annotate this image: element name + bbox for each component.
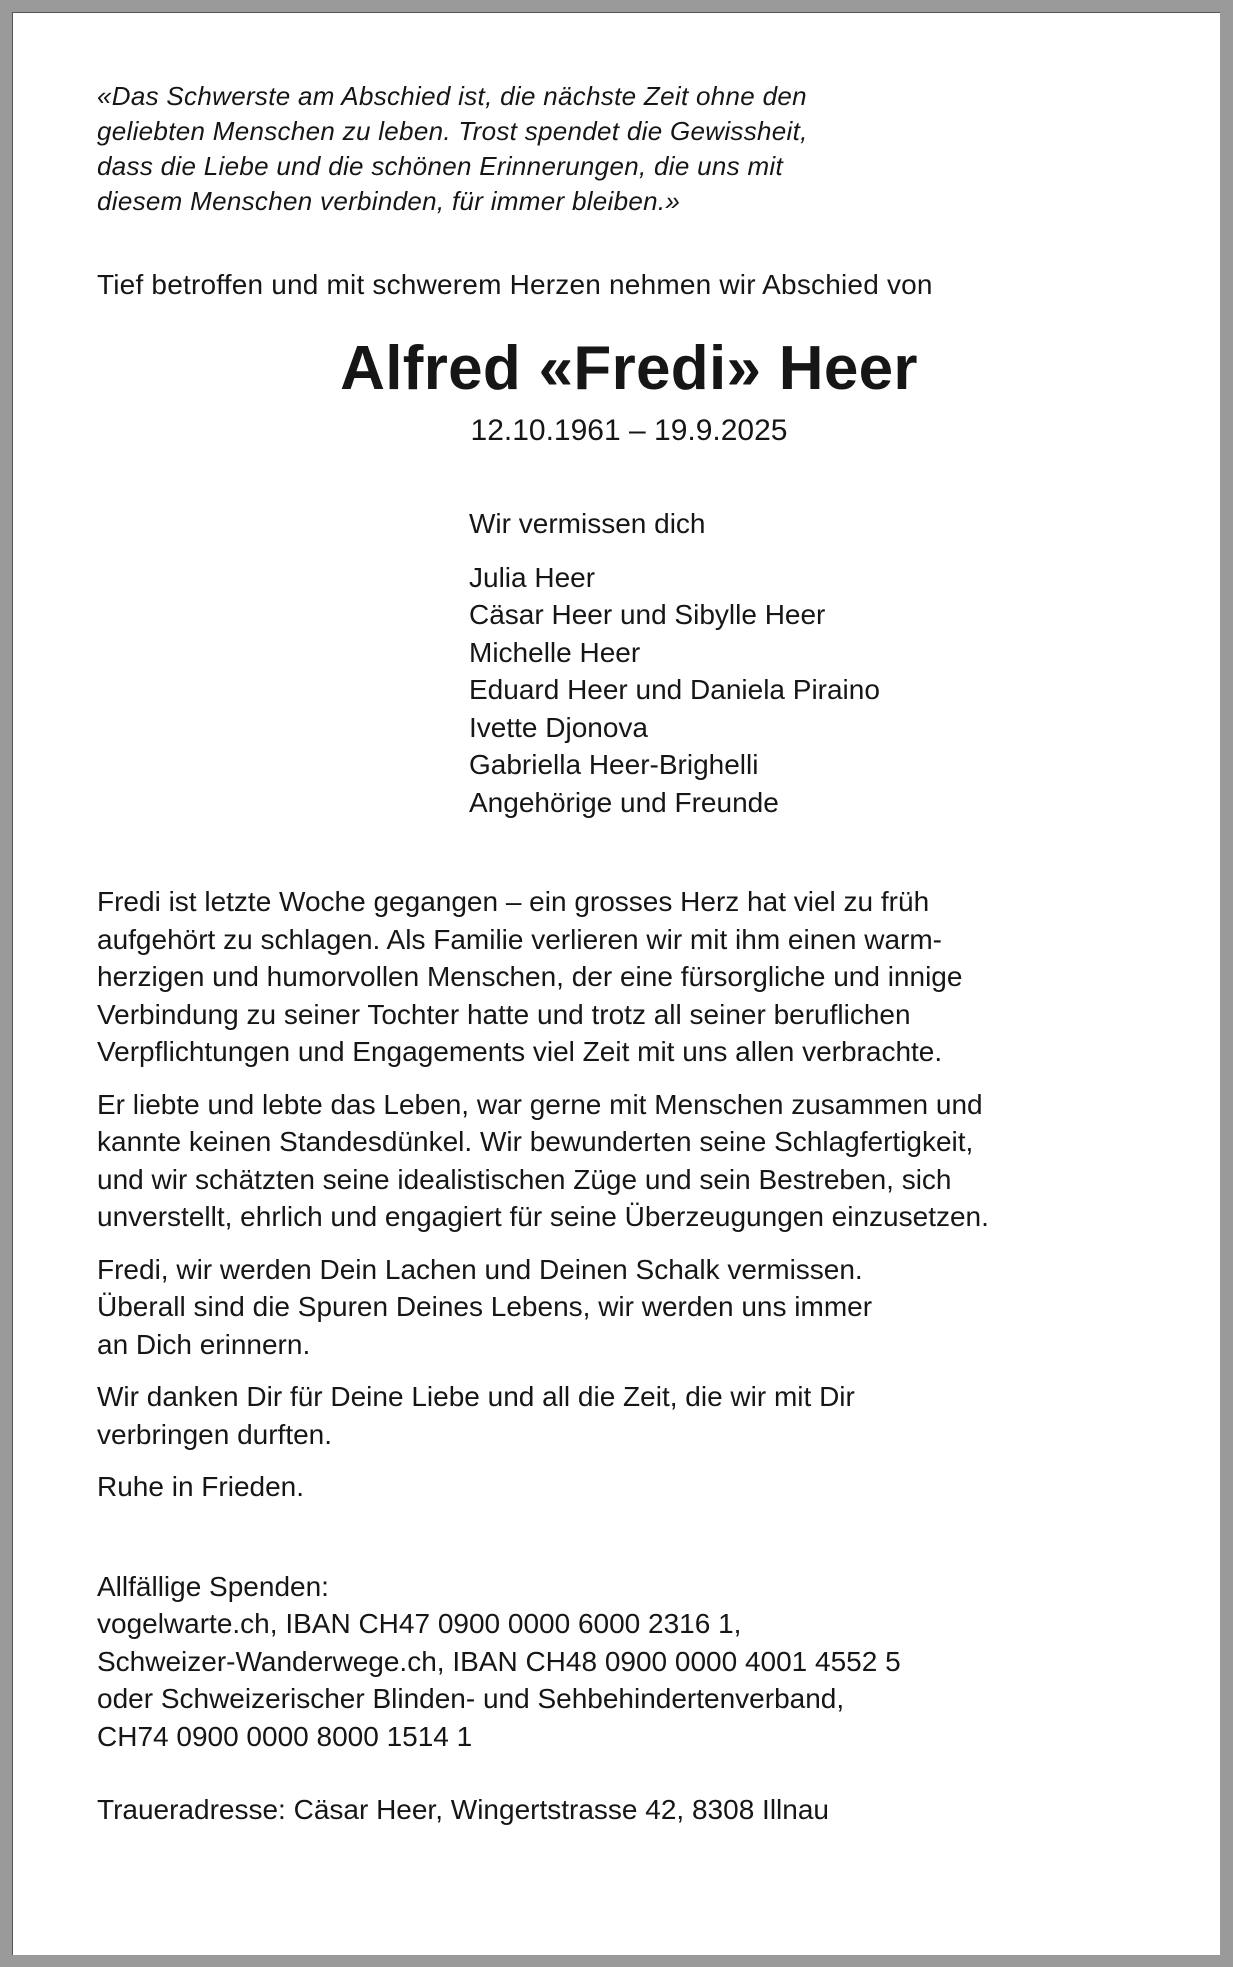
paragraph-tribute [97,883,1157,1071]
paragraph-line: unverstellt, ehrlich und engagiert für seine Überzeugungen einzusetzen. [97,1201,989,1232]
paragraph-line: an Dich erinnern. [97,1328,311,1360]
paragraph-remembrance [97,1251,1157,1364]
family-member: Julia Heer [469,561,596,593]
obituary-content [97,79,1157,1829]
life-dates: 12.10.1961 – 19.9.2025 [470,414,788,447]
paragraph-line: Überall sind die Spuren Deines Lebens, wir werden uns immer [97,1291,873,1322]
paragraph-line: Fredi, wir werden Dein Lachen und Deinen Schalk vermissen. [97,1253,863,1285]
quote-line: geliebten Menschen zu leben. Trost spendet die Gewissheit, [97,116,808,146]
paragraph-line: Er liebte und lebte das Leben, war gerne mit Menschen zusammen und [97,1088,983,1120]
family-list [469,505,1157,821]
donation-line: oder Schweizerischer Blinden- und Sehbehindertenverband, [97,1683,845,1714]
paragraph-character [97,1086,1157,1236]
family-member: Ivette Djonova [469,711,648,743]
opening-quote [97,79,1157,219]
donation-line: Schweizer-Wanderwege.ch, IBAN CH48 0900 0000 4001 4552 5 [97,1645,901,1677]
paragraph-line: aufgehört zu schlagen. Als Familie verlieren wir mit ihm einen warm- [97,923,942,955]
family-member: Eduard Heer und Daniela Piraino [469,674,880,705]
donations-heading: Allfällige Spenden: [97,1570,329,1602]
quote-line: dass die Liebe und die schönen Erinnerungen, die uns mit [97,151,784,181]
family-member: Cäsar Heer und Sibylle Heer [469,599,826,630]
paragraph-line: Verpflichtungen und Engagements viel Zeit mit uns allen verbrachte. [97,1036,943,1067]
donation-line: vogelwarte.ch, IBAN CH47 0900 0000 6000 2316 1, [97,1608,742,1639]
family-heading: Wir vermissen dich [469,508,706,539]
family-member: Gabriella Heer-Brighelli [469,749,759,780]
deceased-name: Alfred «Fredi» Heer [340,334,918,403]
paragraph-farewell [97,1468,1157,1506]
paragraph-line: verbringen durften. [97,1418,333,1450]
family-member: Angehörige und Freunde [469,786,779,818]
obituary-body [97,883,1157,1506]
paragraph-line: Wir danken Dir für Deine Liebe und all die Zeit, die wir mit Dir [97,1381,855,1412]
family-member: Michelle Heer [469,636,641,668]
paragraph-line: und wir schätzten seine idealistischen Züge und sein Bestreben, sich [97,1163,952,1195]
quote-line: «Das Schwerste am Abschied ist, die nächste Zeit ohne den [97,81,807,111]
donation-line: CH74 0900 0000 8000 1514 1 [97,1720,473,1752]
obituary-page [12,12,1220,1955]
quote-line: diesem Menschen verbinden, für immer bleiben.» [97,186,681,216]
donations-section [97,1568,1157,1756]
paragraph-line: Verbindung zu seiner Tochter hatte und trotz all seiner beruflichen [97,998,911,1030]
paragraph-thanks [97,1378,1157,1453]
paragraph-line: Fredi ist letzte Woche gegangen – ein grosses Herz hat viel zu früh [97,886,930,917]
mourning-address: Traueradresse: Cäsar Heer, Wingertstrasse 42, 8308 Illnau [97,1794,829,1825]
intro-text: Tief betroffen und mit schwerem Herzen nehmen wir Abschied von [97,269,933,300]
paragraph-line: kannte keinen Standesdünkel. Wir bewunderten seine Schlagfertigkeit, [97,1126,974,1157]
paragraph-line: Ruhe in Frieden. [97,1471,305,1502]
paragraph-line: herzigen und humorvollen Menschen, der eine fürsorgliche und innige [97,961,963,992]
